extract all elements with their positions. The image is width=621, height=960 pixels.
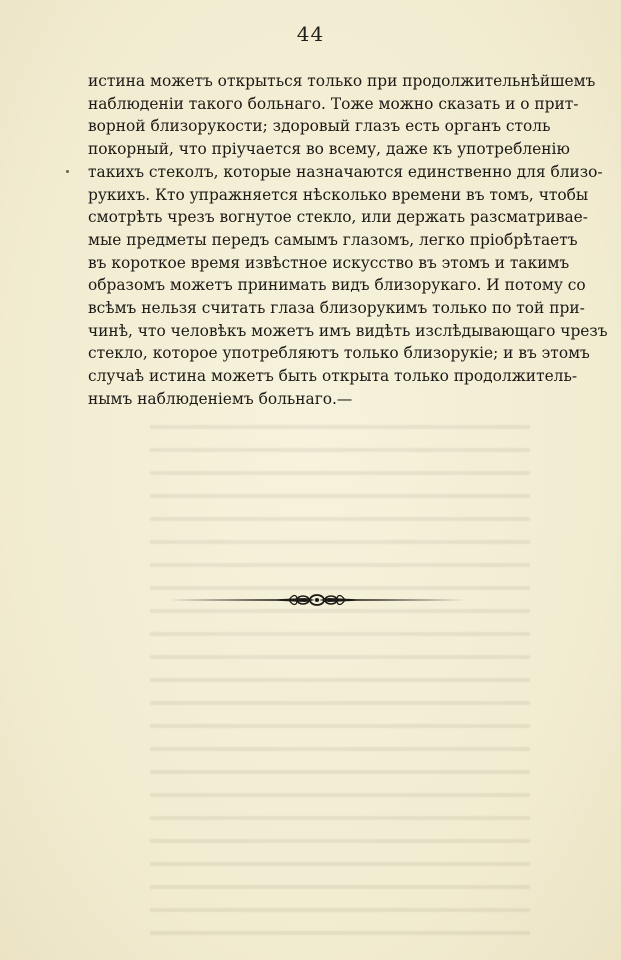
- text-line: образомъ можетъ принимать видъ близорукаго. И потому со: [88, 276, 586, 295]
- text-line: рукихъ. Кто упражняется нѣсколько времени въ томъ, чтобы: [88, 185, 589, 204]
- text-line: смотрѣть чрезъ вогнутое стекло, или держать разсматривае-: [88, 208, 588, 227]
- divider-ornament-dot: [315, 598, 319, 602]
- text-line: случаѣ истина можетъ быть открыта только продолжитель-: [88, 367, 578, 386]
- divider-left-rule: [169, 598, 315, 602]
- text-line-last: нымъ наблюденіемъ больнаго.—: [88, 389, 353, 408]
- text-line: ворной близорукости; здоровый глазъ есть органъ столь: [88, 117, 551, 136]
- text-line: мые предметы передъ самымъ глазомъ, легко пріобрѣтаетъ: [88, 230, 578, 249]
- margin-mark: [66, 170, 69, 173]
- body-paragraph: [88, 70, 608, 411]
- text-line: наблюденіи такого больнаго. Тоже можно сказать и о прит-: [88, 94, 579, 113]
- page-number: 44: [296, 22, 325, 46]
- text-line: всѣмъ нельзя считать глаза близорукимъ только по той при-: [88, 299, 585, 318]
- text-line: покорный, что пріучается во всему, даже къ употребленію: [88, 140, 570, 159]
- text-line: стекло, которое употребляютъ только близорукіе; и въ этомъ: [88, 344, 590, 363]
- bleed-through-text: [150, 415, 530, 935]
- text-line: такихъ стеколъ, которые назначаются единственно для близо-: [88, 162, 603, 181]
- text-line: чинѣ, что человѣкъ можетъ имъ видѣть изслѣдывающаго чрезъ: [88, 321, 608, 340]
- decorative-divider: [167, 589, 467, 611]
- text-line: истина можетъ открыться только при продолжительнѣйшемъ: [88, 72, 596, 90]
- text-line: въ короткое время извѣстное искусство въ этомъ и такимъ: [88, 253, 570, 272]
- divider-right-rule: [319, 598, 465, 602]
